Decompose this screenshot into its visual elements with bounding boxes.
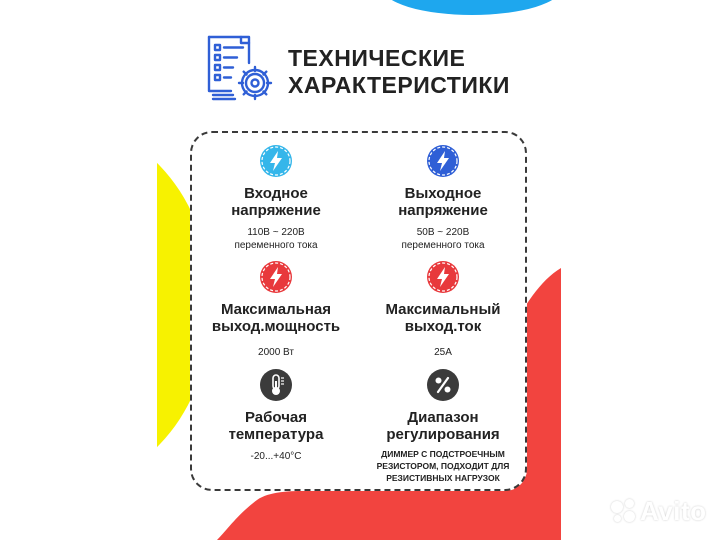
spec-name-line-1: Входное xyxy=(244,185,308,202)
spec-name-line-2: выход.ток xyxy=(404,318,482,335)
specs-panel xyxy=(190,131,527,491)
spec-name-line-2: выход.мощность xyxy=(211,318,341,335)
percent-icon xyxy=(427,369,459,401)
spec-name-line-2: напряжение xyxy=(398,202,488,219)
spec-value-line-1: 50В ~ 220В xyxy=(416,227,470,238)
spec-max-output-power xyxy=(193,261,359,359)
spec-value-line-2: переменного тока xyxy=(234,240,318,251)
avito-logo-icon xyxy=(610,499,636,525)
spec-name-line-2: температура xyxy=(228,426,324,443)
spec-regulation-range xyxy=(360,369,526,484)
lightning-icon xyxy=(260,261,292,293)
title-line-2: ХАРАКТЕРИСТИКИ xyxy=(288,72,510,98)
document-gear-icon xyxy=(205,33,285,105)
spec-name-line-1: Рабочая xyxy=(244,409,307,426)
spec-name-line-1: Диапазон xyxy=(407,409,479,426)
spec-value-line-1: 25А xyxy=(434,347,452,358)
spec-name-line-1: Максимальный xyxy=(385,301,501,318)
spec-value-line-1: ДИММЕР С ПОДСТРОЕЧНЫМ xyxy=(381,449,505,459)
spec-max-output-current xyxy=(360,261,526,359)
lightning-icon xyxy=(427,261,459,293)
title-line-1: ТЕХНИЧЕСКИЕ xyxy=(288,45,466,71)
spec-value-line-3: РЕЗИСТИВНЫХ НАГРУЗОК xyxy=(386,473,500,483)
spec-value-line-1: 110В ~ 220В xyxy=(247,227,305,238)
lightning-icon xyxy=(427,145,459,177)
thermometer-icon xyxy=(260,369,292,401)
spec-value-line-2: переменного тока xyxy=(401,240,485,251)
lightning-icon xyxy=(260,145,292,177)
spec-output-voltage xyxy=(360,145,526,252)
spec-value-line-2: РЕЗИСТОРОМ, ПОДХОДИТ ДЛЯ xyxy=(376,461,510,471)
header xyxy=(205,33,545,105)
spec-value-line-1: -20...+40°С xyxy=(250,451,302,462)
page-title xyxy=(288,45,510,99)
product-card-image xyxy=(157,0,561,540)
spec-name-line-2: регулирования xyxy=(386,426,500,443)
spec-operating-temperature xyxy=(193,369,359,463)
spec-name-line-1: Максимальная xyxy=(220,301,332,318)
spec-name-line-1: Выходное xyxy=(404,185,482,202)
avito-watermark xyxy=(610,496,707,527)
spec-name-line-2: напряжение xyxy=(231,202,321,219)
spec-input-voltage xyxy=(193,145,359,252)
spec-value-line-1: 2000 Вт xyxy=(258,347,294,358)
watermark-text: Avito xyxy=(640,496,707,526)
